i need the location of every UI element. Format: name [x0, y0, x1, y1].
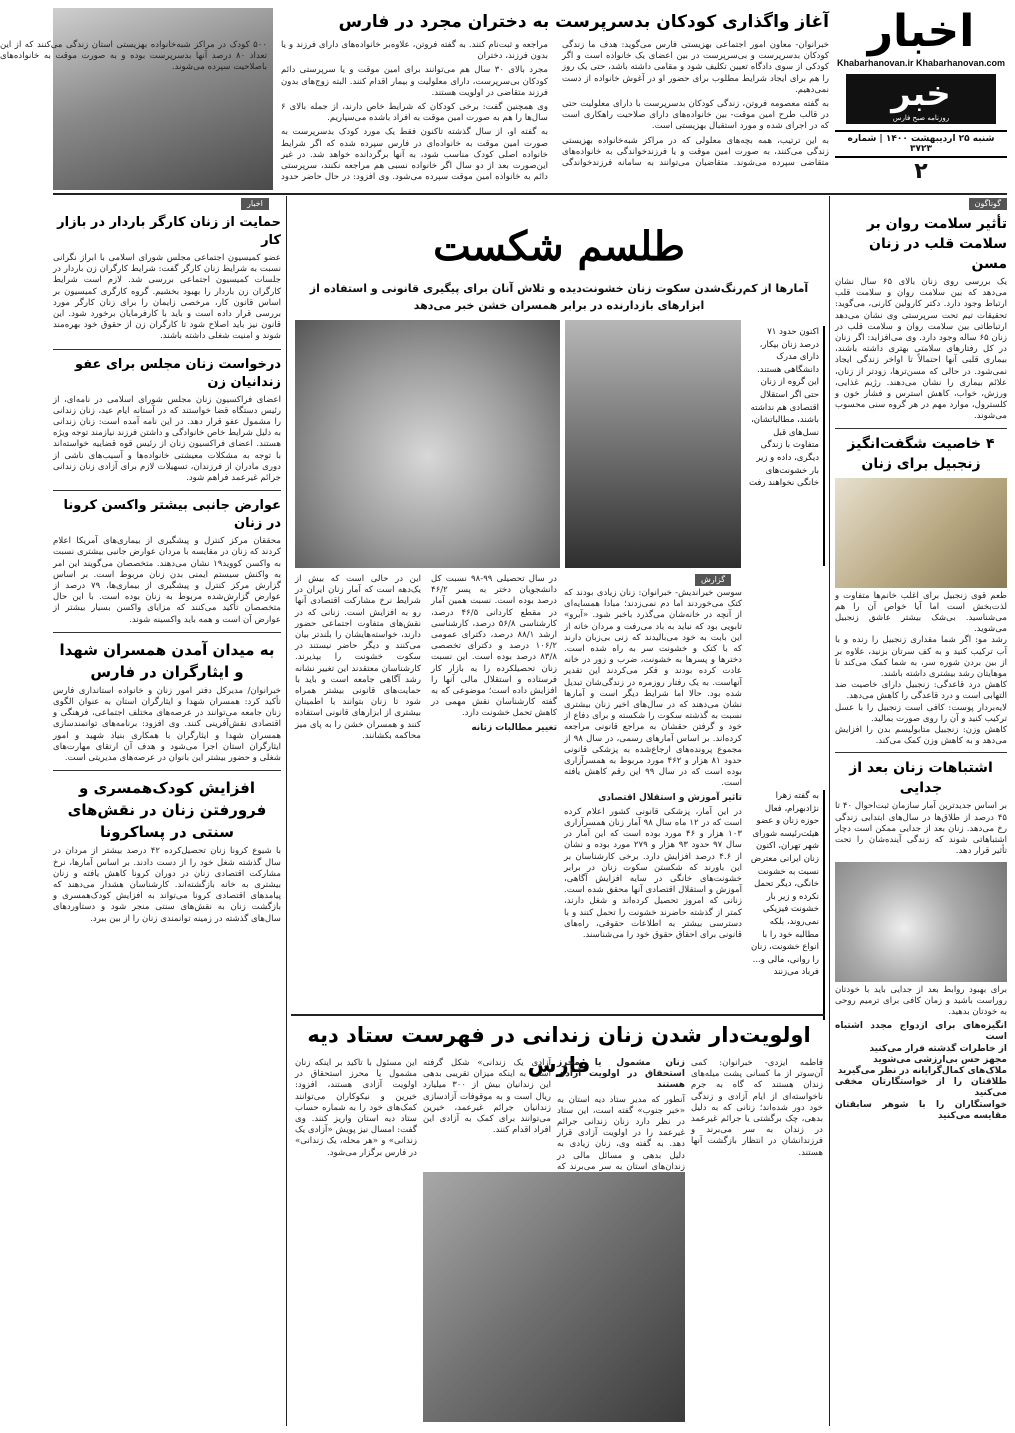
top-story-p4: مجرد بالای ۳۰ سال هم می‌توانند برای امین موقت و یا سرپرستی دائم کودکان بی‌سرپرست، دارای معلولیت و بیمار اقدام کنند. البته زوج‌های بدون فرزند متقاضی در اولویت هستند.: [281, 65, 548, 98]
page-number: ۲: [914, 159, 928, 184]
logo: [846, 74, 996, 124]
right-section-tag: گوناگون: [969, 198, 1007, 210]
ginger-photo: [835, 478, 1007, 588]
left-item-5-title: افزایش کودک‌همسری و فرورفتن زنان در نقش‌های سنتی در پساکرونا: [67, 779, 267, 842]
bottom-col-3: [423, 1058, 551, 1168]
right-column: [835, 214, 1007, 1426]
top-story-p6: به گفته او، از سال گذشته تاکنون فقط یک مورد کودک بدسرپرست به صورت امین موقت به خانواده‌ای در فارس سپرده شده که اگر شرایط خانواده اصلی کودک مناسب شود، به آنها برگردانده خواهد شد. در غیر این‌صورت بعد از دو سال اگر خانواده نسبی هم مراجعه نکنند، سرپرستی دائم به خانواده امین موقت سپرده می‌شود. وی افزود: در حال حاضر حدود ۵۰۰ کودک در مراکز شبه‌خانواده بهزیستی استان زندگی می‌کنند که از این تعداد ۸۰ درصد آنها بدسرپرست بوده و به صورت موقت به خانواده‌های باصلاحیت سپرده می‌شوند.: [0, 40, 548, 183]
bottom-col-2-subhead: زنان مشمول یا محرز استحقاق در اولویت آزادی هستند: [557, 1058, 685, 1091]
main-col-1-text: سوسن خیراندیش- خبرانوان: زنان زیادی بودند که کتک می‌خوردند اما دم نمی‌زدند؛ مبادا همسایه‌ای از آنچه در خانه‌شان می‌گذرد باخبر شود. «آبرو» تابویی بود که نباید به باد می‌رفت و مردان خانه از این بابت به خود می‌بالیدند که زنی بی‌زبان دارند که با کتک و خشونت سر به راه شده است. دخترها و پسرها به خشونت، ضرب و زور در خانه عادت کرده بودند و فکر می‌کردند این تقدیر آنهاست. به یک رفتار روزمره در زندگی‌شان تبدیل شده بود. حالا اما شرایط دیگر است و آمارها نشان می‌دهند که در سال‌های اخیر زنان بیشتری نسبت به گذشته سکوت را شکسته و برای دفاع از خود و گرفتن حقشان به مراجع قانونی مراجعه کرده‌اند. بر اساس آمارهای رسمی، در سال ۹۸ از مجموع پرونده‌های ارجاع‌شده به پزشکی قانونی حدود ۸۱ هزار و ۴۶۲ مورد مربوط به همسرآزاری بوده است که در سال ۹۹ این رقم کاهش یافته است.: [564, 588, 742, 789]
right-s1-body: یک بررسی روی زنان بالای ۶۵ سال نشان می‌دهد که بین سلامت روان و سلامت قلب ارتباط وجود دارد. دکتر کارولین کارنی، می‌گوید: تحقیقات تیم تحت سرپرستی وی نشان می‌دهد ارتباطاتی بین سلامت روان و سلامت قلب در زنان ۶۵ ساله وجود دارد. وی می‌افزاید: اگر زنان در کل رفتارهای سلامتی بهتری داشته باشند، بیماری قلبی آنها احتمالاً تا اواخر زندگی ایجاد نمی‌شود. در حالی که مسن‌ترها، زودتر از زنان، علائم بیماری را نشان می‌دهند. رژیم غذایی، ورزش، خواب، کاهش استرس و فشار خون و کلسترول، موارد مهم در هر گروه سنی محسوب می‌شوند.: [835, 277, 1008, 422]
right-s3-item-6: خواستگاران را با شوهر سابقتان مقایسه می‌کنید: [835, 1099, 1007, 1121]
masthead: [835, 8, 1007, 186]
right-s3-item-2: از خاطرات گذشته فرار می‌کنید: [869, 1043, 1007, 1054]
left-item-5-body: با شیوع کرونا زنان تحصیل‌کرده ۴۲ درصد بیشتر از مردان در سال گذشته شغل خود را از دست دادند. بر اساس آمارها، نرخ مشارکت اقتصادی زنان در دوران کرونا کاهش یافته و زنان بیشتری به خانه بازگشته‌اند. کارشناسان هشدار می‌دهند که پیامدهای اقتصادی کرونا می‌تواند به افزایش کودک‌همسری و بازگشت زنان به نقش‌های سنتی منجر شود و دستاوردهای سال‌های گذشته در زمینه توانمندی زنان را از بین ببرد.: [53, 846, 281, 924]
right-s2-item-4: کاهش وزن: زنجبیل متابولیسم بدن را افزایش می‌دهد و به کاهش وزن کمک می‌کند.: [835, 725, 1007, 747]
top-story-body: [0, 40, 829, 190]
bottom-col-2: [557, 1058, 685, 1172]
top-story-p2: به گفته معصومه فروتن، زندگی کودکان بدسرپرست با دارای معلولیت حتی در قالب طرح امین موقت- بین خانواده‌های دارای صلاحیت راهکاری است که در اجرای شده و مورد استقبال بهزیستی است.: [562, 99, 829, 132]
interviewee-photo: [565, 320, 741, 568]
left-column: [53, 214, 281, 1426]
main-title: طلسم شکست: [433, 223, 685, 270]
top-story-title: آغاز واگذاری کودکان بدسرپرست به دختران مجرد در فارس: [338, 12, 829, 32]
pull-quote-1: [745, 326, 825, 566]
rings-photo: [835, 862, 1007, 982]
top-story-p3: به این ترتیب، همه بچه‌های معلولی که در مراکز شبه‌خانواده بهزیستی زندگی می‌کنند، به صورت امین موقت و یا فرزندخواندگی به خانواده‌های متقاضی سپرده می‌شوند. متقاضیان می‌توانند به سامانه فرزندخواندگی مراجعه و ثبت‌نام کنند. به گفته فروتن، علاوه‌بر خانواده‌های دارای فرزند و یا بدون فرزند، دختران: [281, 40, 829, 169]
hands-photo: [295, 320, 560, 568]
date-line: شنبه ۲۵ اردیبهشت ۱۴۰۰ | شماره ۳۷۲۳: [835, 130, 1007, 158]
main-col-3-subhead: تغییر مطالبات زنانه: [471, 722, 557, 733]
pull-quote-2-text: به گفته زهرا نژادبهرام، فعال حوزه زنان و عضو هیئت‌رئیسه شورای شهر تهران، اکنون زنان ایرانی معترض نسبت به خشونت خانگی، دیگر تحمل نکرده و زیر بار خشونت فیزیکی نمی‌روند، بلکه مطالبه خود را با انواع خشونت، زنان را روانی، مالی و... فرباد می‌زنند: [750, 791, 819, 978]
right-s2-item-1: رشد مو: اگر شما مقداری زنجبیل را رنده و با آب ترکیب کنید و به کف سرتان بزنید، علاوه بر از بین بردن شوره سر، به شما کمک می‌کند تا موهایتان رشد بیشتری داشته باشند.: [835, 635, 1007, 680]
main-deck: آمارها از کم‌رنگ‌شدن سکوت زنان خشونت‌دیده و تلاش آنان برای پیگیری قانونی و استفاده از ابزارهای بازدارنده در برابر همسران خشن خبر می‌دهد: [309, 282, 809, 312]
pull-quote-2: [747, 790, 825, 1020]
top-story-p5: وی همچنین گفت: برخی کودکان که شرایط خاص دارند، از جمله بالای ۶ سال‌ها را هم به صورت امین موقت به افراد باشده می‌سپاریم.: [281, 102, 548, 124]
main-col-3b-text: این در حالی است که بیش از یک‌دهه است که آمار زنان ایران در شرایط نرخ مشارکت اقتصادی آنها رو به افزایش است. زنانی که در نقش‌های متفاوت اجتماعی حضور دارند، خواسته‌هایشان را بلندتر بیان می‌کنند و دیگر حاضر نیستند در سکوت خشونت را بپذیرند. کارشناسان معتقدند این تغییر نشانه رشد آگاهی جامعه است و باید با حمایت‌های قانونی بیشتر همراه شود تا زنان بتوانند با اطمینان بیشتری از ابزارهای قانونی استفاده کنند و همسران خشن را به پای میز محاکمه بکشانند.: [295, 574, 421, 741]
left-item-1-body: عضو کمیسیون اجتماعی مجلس شورای اسلامی با ابراز نگرانی نسبت به شرایط زنان کارگر گفت: شرایط کارگران زن باردار در جلسات کمیسیون اجتماعی بررسی شد. لازم است شرایط کارگران زن باردار را بهبود بخشیم. گروه کارگری کمیسیون بر اساس قانون کار، مرخصی زایمان را برای زنان کارگر مورد بررسی قرار داده است و باید با کارفرمایان برخورد شود. این قانون نیز باید اصلاح شود تا کارگران زن از حقوق خود بهره‌مند شوند و امنیت شغلی داشته باشند.: [53, 253, 281, 342]
left-item-4-body: خبرانوان/ مدیرکل دفتر امور زنان و خانواده استانداری فارس تأکید کرد: همسران شهدا و ایثارگران استان به عنوان الگوی زنان جامعه می‌توانند در عرصه‌های مختلف اجتماعی، فرهنگی و اقتصادی نقش‌آفرینی کنند. وی افزود: برنامه‌های توانمندسازی همسران شهدا و ایثارگران با همکاری بنیاد شهید و امور ایثارگران استان اجرا می‌شود و هدف آن ارتقای مهارت‌های شغلی و حضور بیشتر این بانوان در عرصه‌های مدیریتی است.: [53, 685, 281, 764]
masthead-name: اخبار: [867, 6, 975, 57]
bottom-col-right: [691, 1058, 823, 1426]
bottom-col-1-text: فاطمه ایزدی- خبرانوان: کمی آن‌سوتر از ما کسانی پشت میله‌های زندان هستند که گاه به جرم ناخواسته‌ای از ایام آزادی و زندگی خود دور شده‌اند؛ زنانی که به دلیل بدهی، چک برگشتی یا جرائم غیرعمد در زندان به سر می‌برند و فرزندانشان در انتظار بازگشت آنها هستند.: [691, 1058, 823, 1158]
logo-word: خبر: [891, 74, 951, 114]
left-item-3-body: محققان مرکز کنترل و پیشگیری از بیماری‌های آمریکا اعلام کردند که زنان در مقایسه با مردان عوارض جانبی بیشتری نسبت به واکسن کووید۱۹ نشان می‌دهند. متخصصان می‌گویند این امر به واکنش سیستم ایمنی بدن زنان مربوط است. بر اساس گزارش مرکز کنترل و پیشگیری از بیماری‌ها، ۷۹ درصد از عوارض گزارش‌شده مربوط به زنان بوده است. با این حال متخصصان تأکید می‌کنند که مزایای واکسن بسیار بیشتر از عوارض آن است و همه باید واکسینه شوند.: [53, 536, 282, 625]
right-s3-title: اشتباهات زنان بعد از جدایی: [849, 760, 993, 797]
left-section-tag: اخبار: [241, 198, 269, 210]
bottom-story-title: اولویت‌دار شدن زنان زندانی در فهرست ستاد دیه فارس: [307, 1023, 811, 1077]
right-s3-item-4: ملاک‌های کمال‌گرایانه در نظر می‌گیرید: [837, 1065, 1007, 1076]
left-item-4-title: به میدان آمدن همسران شهدا و ایثارگران در فارس: [59, 640, 275, 681]
right-s2-item-2: کاهش درد قاعدگی: زنجبیل دارای خاصیت ضد التهابی است و درد قاعدگی را کاهش می‌دهد.: [835, 680, 1007, 702]
right-col-divider: [829, 196, 830, 1426]
bottom-col-4: [295, 1058, 417, 1426]
pull-quote-1-text: اکنون حدود ۷۱ درصد زنان بیکار، دارای مدرک دانشگاهی هستند. این گروه از زنان حتی اگر استقلال اقتصادی هم نداشته باشند، مطالباتشان، نسل‌های قبل متفاوت با زندگی دیگری، داده و زیر بار خشونت‌های خانگی نخواهند رفت: [748, 327, 819, 489]
bottom-col-4-text: این مسئول با تاکید بر اینکه زنان مشمول یا محرز استحقاق در اولویت آزادی هستند، افزود: خیرین و نیکوکاران می‌توانند کمک‌های خود را به شماره حساب ستاد دیه استان واریز کنند. وی گفت: امسال نیز پویش «آزادی یک زندانی» و «هر محله، یک زندانی» در فارس برگزار می‌شود.: [295, 1058, 417, 1158]
bottom-col-2-text: آنطور که مدیر ستاد دیه استان به «خبر جنوب» گفته است، این ستاد در نظر دارد زنان زندانی جرائم غیرعمد را در اولویت آزادی قرار دهد. به گفته وی، زنان زیادی به دلیل بدهی و مسائل مالی در زندان‌های استان به سر می‌برند که: [557, 1094, 685, 1172]
top-story-photo: [53, 8, 273, 190]
main-col-2-subhead: تاثیر آموزش و استقلال اقتصادی: [598, 792, 742, 803]
left-col-divider: [286, 196, 287, 1426]
masthead-sites: Khabarhanovan.ir Khabarhanovan.com: [836, 58, 1006, 68]
bottom-col-3-text: آزادی یک زندانی» شکل گرفته است. به اینکه میزان تقریبی بدهی این زندانیان بیش از ۳۰۰ میلیارد ریال است و به موقوفات آزادسازی زندانیان جرائم غیرعمد، خیرین می‌توانند برای کمک به آزادی این افراد اقدام کنند.: [423, 1058, 551, 1136]
right-s3-item-1: انگیزه‌های برای ازدواج مجدد اشتباه است: [835, 1021, 1007, 1043]
prison-photo: [423, 1172, 685, 1422]
logo-tagline: روزنامه صبح فارس: [892, 114, 950, 122]
right-s3-item-3: مجهز حس بی‌ارزشی می‌شوید: [873, 1054, 1007, 1065]
main-col-1: [564, 574, 742, 1008]
main-col-2: [295, 574, 557, 1008]
right-s2-body: طعم قوی زنجبیل برای اغلب خانم‌ها متفاوت و لذت‌بخش است اما آیا خواص آن را هم می‌شناسید. بی‌شک بیشتر عاشق زنجبیل می‌شوید.: [835, 590, 1007, 635]
top-story-p1: خبرانوان- معاون امور اجتماعی بهزیستی فارس می‌گوید: هدف ما زندگی کودکان بدسرپرست و بی‌سرپرست در بین اعضای یک خانواده است و اگر کودکی از سوی دادگاه تعیین تکلیف شود و مقامی داشته باشد، حتی یک روز را هم برای ایجاد شرایط مطلوب برای حضور او در آغوش خانواده از دست نمی‌دهیم.: [562, 40, 829, 95]
left-item-1-title: حمایت از زنان کارگر باردار در بازار کار: [57, 215, 281, 248]
main-col-2-text: در این آمار، پزشکی قانونی کشور اعلام کرده است که در ۱۲ ماه سال ۹۸ آمار زنان همسرآزاری ۱۰۳ هزار و ۴۶ مورد بوده است که این آمار در سال ۹۷ حدود ۹۳ هزار و ۲۷۹ مورد بوده و نشان از ۴.۶ درصد افزایش دارد. برخی کارشناسان بر این باورند که شکستن سکوت زنان در برابر خشونت‌های خانگی در سایه افزایش آگاهی، آموزش و استقلال اقتصادی آنها محقق شده است. زنانی که امروز تحصیل کرده‌اند و شغل دارند، کمتر از گذشته حاضرند خشونت را تحمل کنند و با دسترسی بیشتر به اطلاعات حقوقی، راه‌های قانونی برای احقاق حقوق خود را می‌شناسند.: [564, 806, 742, 941]
right-s2-item-3: لایه‌بردار پوست: کافی است زنجبیل را با عسل ترکیب کنید و آن را روی صورت بمالید.: [835, 702, 1007, 724]
left-item-2-title: درخواست زنان مجلس برای عفو زندانیان زن: [75, 356, 281, 390]
right-s3-body: بر اساس جدیدترین آمار سازمان ثبت‌احوال ۴۰ تا ۴۵ درصد از طلاق‌ها در سال‌های ابتدایی زندگی رخ می‌دهد. زنان بعد از جدایی ممکن است دچار اشتباهاتی شوند که زندگی آینده‌شان را تحت تأثیر قرار دهد.: [835, 801, 1007, 857]
left-item-2-body: اعضای فراکسیون زنان مجلس شورای اسلامی در نامه‌ای، از رئیس دستگاه قضا خواستند که در آستانه ایام عید، زنان زندانی را مشمول عفو قرار دهد. در این نامه آمده است: زنان زندانی به دلیل شرایط خاص خانوادگی و داشتن فرزند نیازمند توجه ویژه هستند. اعضای فراکسیون زنان از رئیس قوه قضاییه خواسته‌اند با توجه به مشکلات معیشتی خانواده‌ها و آسیب‌های ناشی از دوری مادران از فرزندان، تسهیلات لازم برای آزادی زنان زندانی جرائم غیرعمد فراهم شود.: [53, 394, 281, 484]
left-item-3-title: عوارض جانبی بیشتر واکسن کرونا در زنان: [63, 498, 281, 532]
right-s3-tail: برای بهبود روابط بعد از جدایی باید با خودتان روراست باشید و زمان کافی برای ترمیم روحی به خودتان بدهید.: [835, 984, 1007, 1017]
top-divider: [53, 193, 1007, 195]
bottom-divider: [291, 1014, 825, 1016]
right-s2-title: ۴ خاصیت شگفت‌انگیز زنجبیل برای زنان: [847, 435, 995, 472]
main-col-3-text: در سال تحصیلی ۹۹-۹۸ نسبت کل دانشجویان دختر به پسر ۴۶/۲ درصد بوده است. نسبت همین آمار در مقطع کاردانی ۴۶/۵ درصد، کارشناسی ۵۶/۸ درصد، کارشناسی ارشد ۸۸/۱ درصد، دکترای عمومی ۱۰۶/۲ درصد و دکترای تخصصی ۸۳/۸ درصد بوده است. این نسبت زنان تحصیلکرده را به بازار کار فرستاده و استقلال مالی آنها را افزایش داده است؛ موضوعی که به گفته کارشناسان نقش مهمی در کاهش تحمل خشونت دارد.: [431, 574, 557, 719]
report-tag: گزارش: [695, 574, 731, 586]
right-s3-item-5: طلاقتان را از خواستگارتان مخفی می‌کنید: [835, 1077, 1007, 1099]
right-s1-title: تأثیر سلامت روان بر سلامت قلب در زنان مسن: [866, 216, 1007, 272]
